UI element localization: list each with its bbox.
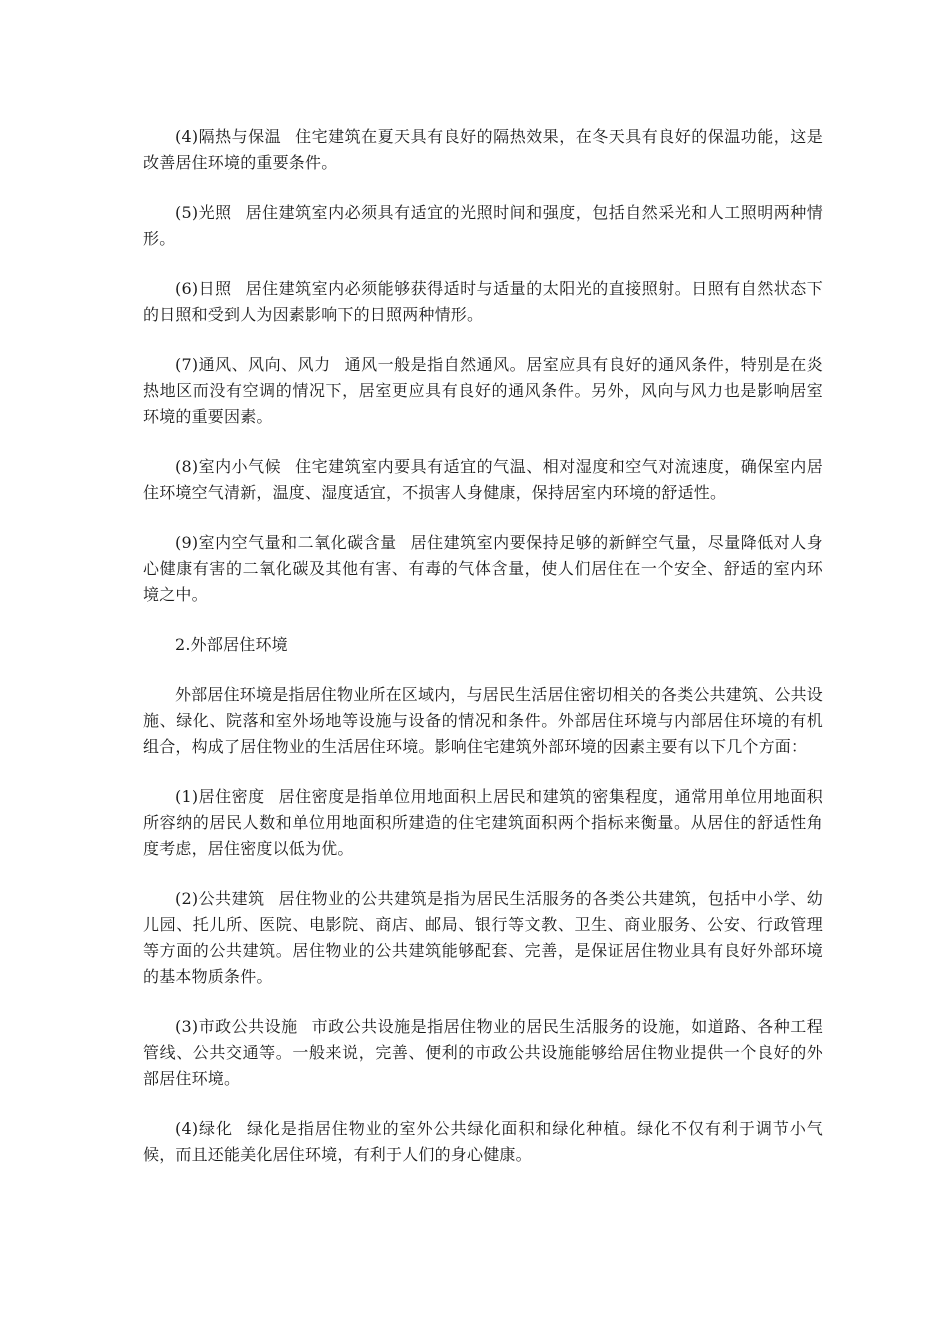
text-microclimate: 住宅建筑室内要具有适宜的气温、相对湿度和空气对流速度，确保室内居住环境空气清新，温度、湿度适宜，不损害人身健康，保持居室内环境的舒适性。 (143, 457, 824, 502)
paragraph-greening (143, 1116, 823, 1168)
section-intro: 外部居住环境是指居住物业所在区域内，与居民生活居住密切相关的各类公共建筑、公共设施、绿化、院落和室外场地等设施与设备的情况和条件。外部居住环境与内部居住环境的有机组合，构成了居住物业的生活居住环境。影响住宅建筑外部环境的因素主要有以下几个方面： (143, 685, 824, 756)
paragraph-air-co2 (143, 530, 823, 608)
text-lighting: 居住建筑室内必须具有适宜的光照时间和强度，包括自然采光和人工照明两种情形。 (143, 203, 823, 248)
term-lighting: (5)光照 (175, 203, 232, 222)
paragraph-density (143, 784, 823, 862)
section-heading: 2.外部居住环境 (175, 635, 288, 654)
term-air-co2: (9)室内空气量和二氧化碳含量 (175, 533, 397, 552)
text-density: 居住密度是指单位用地面积上居民和建筑的密集程度，通常用单位用地面积所容纳的居民人数和单位用地面积所建造的住宅建筑面积两个指标来衡量。从居住的舒适性角度考虑，居住密度以低为优。 (143, 787, 823, 858)
term-sunlight: (6)日照 (175, 279, 232, 298)
text-greening: 绿化是指居住物业的室外公共绿化面积和绿化种植。绿化不仅有利于调节小气候，而且还能美化居住环境，有利于人们的身心健康。 (143, 1119, 823, 1164)
text-ventilation: 通风一般是指自然通风。居室应具有良好的通风条件，特别是在炎热地区而没有空调的情况下，居室更应具有良好的通风条件。另外，风向与风力也是影响居室环境的重要因素。 (143, 355, 823, 426)
text-sunlight: 居住建筑室内必须能够获得适时与适量的太阳光的直接照射。日照有自然状态下的日照和受到人为因素影响下的日照两种情形。 (143, 279, 823, 324)
paragraph-sunlight (143, 276, 823, 328)
term-municipal-facilities: (3)市政公共设施 (175, 1017, 298, 1036)
text-public-buildings: 居住物业的公共建筑是指为居民生活服务的各类公共建筑，包括中小学、幼儿园、托儿所、医院、电影院、商店、邮局、银行等文教、卫生、商业服务、公安、行政管理等方面的公共建筑。居住物业的公共建筑能够配套、完善，是保证居住物业具有良好外部环境的基本物质条件。 (143, 889, 823, 986)
paragraph-insulation (143, 124, 823, 176)
term-greening: (4)绿化 (175, 1119, 233, 1138)
term-ventilation: (7)通风、风向、风力 (175, 355, 331, 374)
text-air-co2: 居住建筑室内要保持足够的新鲜空气量，尽量降低对人身心健康有害的二氧化碳及其他有害、有毒的气体含量，使人们居住在一个安全、舒适的室内环境之中。 (143, 533, 823, 604)
paragraph-public-buildings (143, 886, 823, 990)
paragraph-ventilation (143, 352, 823, 430)
term-microclimate: (8)室内小气候 (175, 457, 282, 476)
text-municipal-facilities: 市政公共设施是指居住物业的居民生活服务的设施，如道路、各种工程管线、公共交通等。一般来说，完善、便利的市政公共设施能够给居住物业提供一个良好的外部居住环境。 (143, 1017, 823, 1088)
paragraph-microclimate (143, 454, 823, 506)
text-insulation: 住宅建筑在夏天具有良好的隔热效果，在冬天具有良好的保温功能，这是改善居住环境的重要条件。 (143, 127, 824, 172)
term-insulation: (4)隔热与保温 (175, 127, 282, 146)
term-density: (1)居住密度 (175, 787, 265, 806)
document-body (143, 124, 823, 1192)
term-public-buildings: (2)公共建筑 (175, 889, 265, 908)
paragraph-lighting (143, 200, 823, 252)
paragraph-municipal-facilities (143, 1014, 823, 1092)
